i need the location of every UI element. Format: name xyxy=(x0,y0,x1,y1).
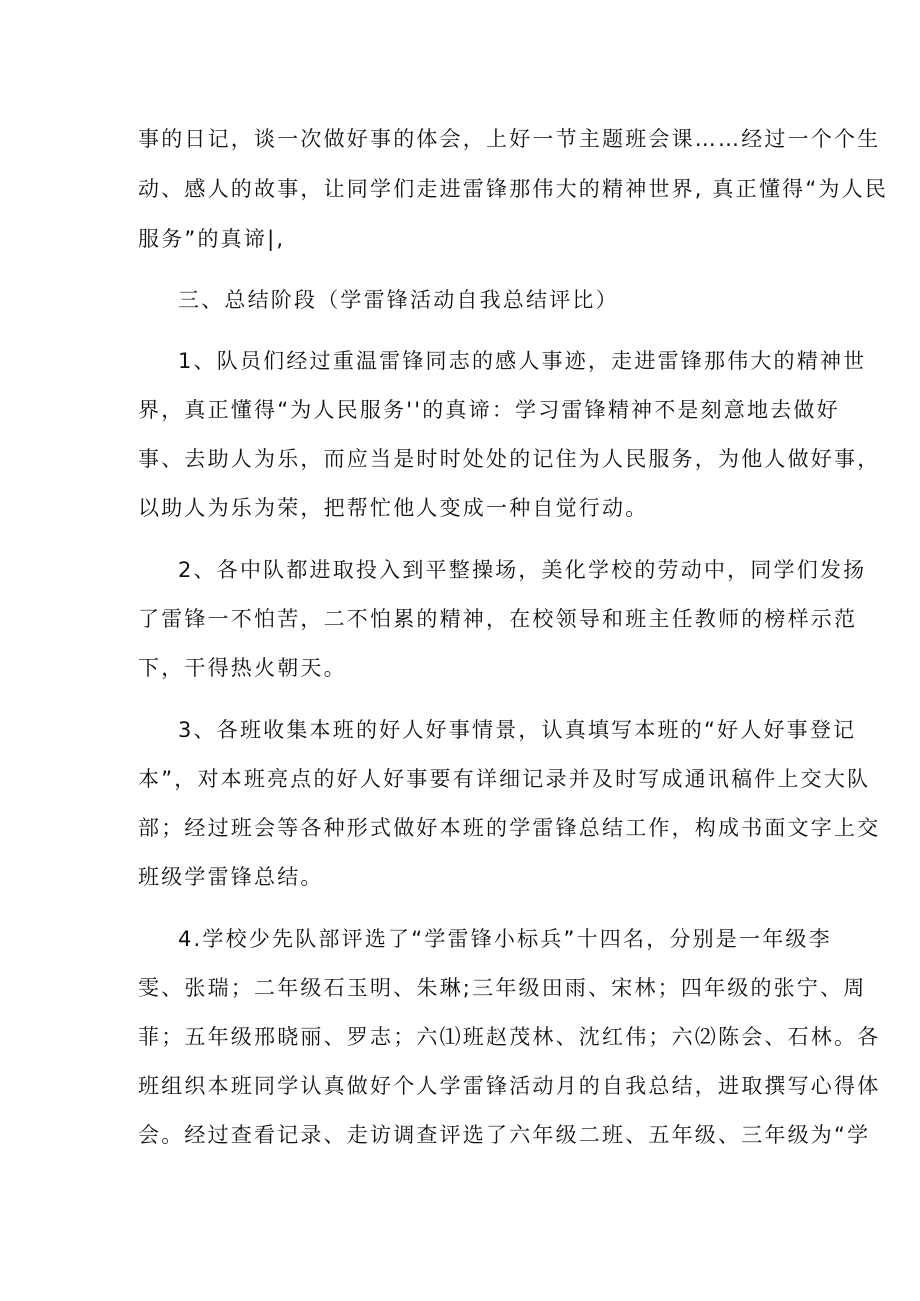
text-line: 事的日记，谈一次做好事的体会，上好一节主题班会课……经过一个个生 xyxy=(138,127,881,151)
text-line: 界，真正懂得“为人民服务''的真谛：学习雷锋精神不是刻意地去做好 xyxy=(138,398,840,422)
text-line: 3、各班收集本班的好人好事情景，认真填写本班的“好人好事登记 xyxy=(178,718,857,742)
text-line: 雯、张瑞；二年级石玉明、朱琳;三年级田雨、宋林；四年级的张宁、周 xyxy=(138,976,867,1000)
text-line: 事、去助人为乐，而应当是时时处处的记住为人民服务，为他人做好事， xyxy=(138,447,881,471)
text-line: 2、各中队都进取投入到平整操场，美化学校的劳动中，同学们发扬 xyxy=(178,558,867,582)
text-line: 下，干得热火朝天。 xyxy=(138,656,347,680)
text-line: 服务”的真谛|, xyxy=(138,227,286,251)
text-line: 以助人为乐为荣，把帮忙他人变成一种自觉行动。 xyxy=(138,496,649,520)
text-line: 动、感人的故事，让同学们走进雷锋那伟大的精神世界, 真正懂得“为人民 xyxy=(138,177,889,201)
text-line: 了雷锋一不怕苦，二不怕累的精神，在校领导和班主任教师的榜样示范 xyxy=(138,607,858,631)
text-line: 班组织本班同学认真做好个人学雷锋活动月的自我总结，进取撰写心得体 xyxy=(138,1074,881,1098)
text-line: 会。经过查看记录、走访调查评选了六年级二班、五年级、三年级为“学 xyxy=(138,1123,871,1147)
text-line: 班级学雷锋总结。 xyxy=(138,865,324,889)
text-line: 菲；五年级邢晓丽、罗志；六⑴班赵茂林、沈红伟；六⑵陈会、石林。各 xyxy=(138,1025,881,1049)
text-line: 1、队员们经过重温雷锋同志的感人事迹，走进雷锋那伟大的精神世 xyxy=(178,349,867,373)
text-line: 本”，对本班亮点的好人好事要有详细记录并及时写成通讯稿件上交大队 xyxy=(138,767,871,791)
text-line: 部；经过班会等各种形式做好本班的学雷锋总结工作，构成书面文字上交 xyxy=(138,816,881,840)
section-heading: 三、总结阶段（学雷锋活动自我总结评比） xyxy=(178,288,619,312)
text-line: 4.学校少先队部评选了“学雷锋小标兵”十四名，分别是一年级李 xyxy=(178,927,832,951)
